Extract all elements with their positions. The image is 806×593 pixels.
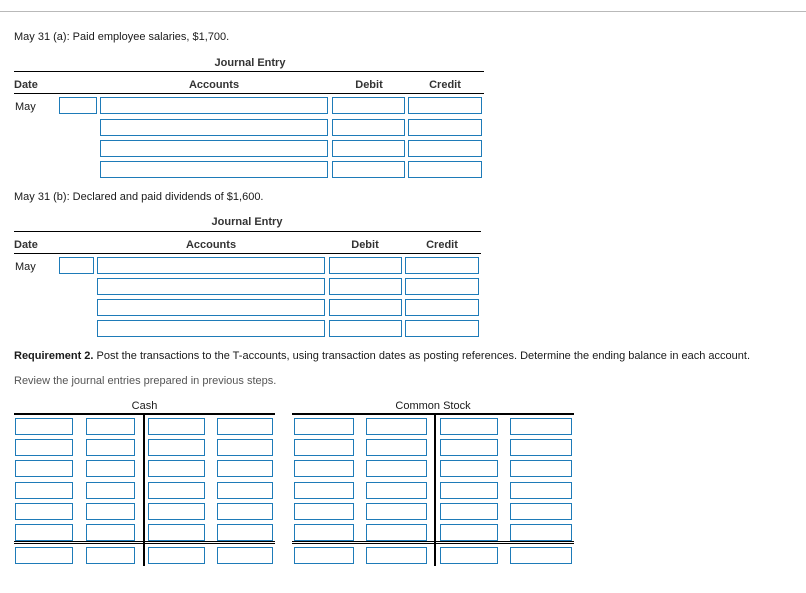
left-date-input[interactable] <box>294 439 354 456</box>
t-account-top-rule <box>292 413 574 415</box>
left-amount-input[interactable] <box>366 418 427 435</box>
account-input[interactable] <box>97 320 325 337</box>
credit-input[interactable] <box>408 140 482 157</box>
account-input[interactable] <box>97 257 325 274</box>
account-input[interactable] <box>100 119 328 136</box>
credit-input[interactable] <box>405 299 479 316</box>
balance-date-input[interactable] <box>440 547 498 564</box>
account-input[interactable] <box>100 97 328 114</box>
journal-title: Journal Entry <box>214 57 286 69</box>
account-input[interactable] <box>100 140 328 157</box>
left-amount-input[interactable] <box>86 418 135 435</box>
col-debit: Debit <box>351 239 379 251</box>
debit-input[interactable] <box>332 140 405 157</box>
right-amount-input[interactable] <box>217 503 273 520</box>
left-date-input[interactable] <box>294 482 354 499</box>
t-account-balance-rule <box>292 541 574 544</box>
left-amount-input[interactable] <box>366 460 427 477</box>
right-amount-input[interactable] <box>217 439 273 456</box>
journal-title: Journal Entry <box>211 216 283 228</box>
date-day-input[interactable] <box>59 257 94 274</box>
left-amount-input[interactable] <box>366 524 427 541</box>
balance-amount-input[interactable] <box>510 547 572 564</box>
left-date-input[interactable] <box>15 503 73 520</box>
requirement-2-text: Post the transactions to the T-accounts, using transaction dates as posting references. Determine the ending balance in each account. <box>93 350 750 362</box>
t-account-title: Cash <box>131 400 158 412</box>
left-date-input[interactable] <box>294 418 354 435</box>
header-rule <box>14 93 484 94</box>
credit-input[interactable] <box>405 320 479 337</box>
date-day-input[interactable] <box>59 97 97 114</box>
right-amount-input[interactable] <box>510 439 572 456</box>
credit-input[interactable] <box>405 278 479 295</box>
transaction-a-description: May 31 (a): Paid employee salaries, $1,700. <box>14 31 230 43</box>
col-date: Date <box>14 239 38 251</box>
left-amount-input[interactable] <box>86 503 135 520</box>
right-amount-input[interactable] <box>510 503 572 520</box>
right-date-input[interactable] <box>440 503 498 520</box>
requirement-2-label: Requirement 2. <box>14 350 94 362</box>
left-amount-input[interactable] <box>86 482 135 499</box>
left-date-input[interactable] <box>294 524 354 541</box>
right-amount-input[interactable] <box>217 418 273 435</box>
account-input[interactable] <box>97 299 325 316</box>
left-date-input[interactable] <box>294 460 354 477</box>
left-amount-input[interactable] <box>366 482 427 499</box>
balance-amount-input[interactable] <box>217 547 273 564</box>
debit-input[interactable] <box>329 278 402 295</box>
right-amount-input[interactable] <box>510 460 572 477</box>
account-input[interactable] <box>100 161 328 178</box>
right-amount-input[interactable] <box>217 482 273 499</box>
top-divider <box>0 11 806 12</box>
debit-input[interactable] <box>332 97 405 114</box>
credit-input[interactable] <box>408 161 482 178</box>
col-credit: Credit <box>426 239 458 251</box>
header-rule <box>14 253 481 254</box>
col-credit: Credit <box>429 79 461 91</box>
account-input[interactable] <box>97 278 325 295</box>
right-amount-input[interactable] <box>510 524 572 541</box>
right-date-input[interactable] <box>440 460 498 477</box>
right-amount-input[interactable] <box>510 482 572 499</box>
right-amount-input[interactable] <box>510 418 572 435</box>
right-date-input[interactable] <box>440 439 498 456</box>
balance-date-input[interactable] <box>148 547 205 564</box>
credit-input[interactable] <box>408 119 482 136</box>
debit-input[interactable] <box>332 119 405 136</box>
t-account-title: Common Stock <box>395 400 471 412</box>
right-date-input[interactable] <box>148 418 205 435</box>
date-month-label: May <box>15 101 36 113</box>
right-date-input[interactable] <box>440 418 498 435</box>
col-accounts: Accounts <box>188 79 240 91</box>
transaction-b-description: May 31 (b): Declared and paid dividends of $1,600. <box>14 191 264 203</box>
left-date-input[interactable] <box>15 418 73 435</box>
left-amount-input[interactable] <box>366 503 427 520</box>
right-amount-input[interactable] <box>217 460 273 477</box>
left-date-input[interactable] <box>15 460 73 477</box>
requirement-2-note: Review the journal entries prepared in previous steps. <box>14 375 277 387</box>
left-amount-input[interactable] <box>86 439 135 456</box>
balance-amount-input[interactable] <box>366 547 427 564</box>
right-date-input[interactable] <box>148 439 205 456</box>
left-amount-input[interactable] <box>366 439 427 456</box>
right-date-input[interactable] <box>440 524 498 541</box>
left-amount-input[interactable] <box>86 460 135 477</box>
right-date-input[interactable] <box>148 482 205 499</box>
debit-input[interactable] <box>332 161 405 178</box>
col-accounts: Accounts <box>185 239 237 251</box>
col-debit: Debit <box>355 79 383 91</box>
left-date-input[interactable] <box>15 524 73 541</box>
credit-input[interactable] <box>408 97 482 114</box>
right-date-input[interactable] <box>440 482 498 499</box>
right-amount-input[interactable] <box>217 524 273 541</box>
debit-input[interactable] <box>329 320 402 337</box>
left-amount-input[interactable] <box>86 524 135 541</box>
right-date-input[interactable] <box>148 460 205 477</box>
balance-date-input[interactable] <box>15 547 73 564</box>
debit-input[interactable] <box>329 299 402 316</box>
header-rule <box>14 231 481 232</box>
left-date-input[interactable] <box>294 503 354 520</box>
header-rule <box>14 71 484 72</box>
left-date-input[interactable] <box>15 439 73 456</box>
requirement-2-instructions <box>14 350 750 362</box>
date-month-label: May <box>15 261 36 273</box>
credit-input[interactable] <box>405 257 479 274</box>
debit-input[interactable] <box>329 257 402 274</box>
col-date: Date <box>14 79 38 91</box>
right-date-input[interactable] <box>148 524 205 541</box>
right-date-input[interactable] <box>148 503 205 520</box>
balance-date-input[interactable] <box>294 547 354 564</box>
balance-amount-input[interactable] <box>86 547 135 564</box>
left-date-input[interactable] <box>15 482 73 499</box>
t-account-balance-rule <box>14 541 275 544</box>
